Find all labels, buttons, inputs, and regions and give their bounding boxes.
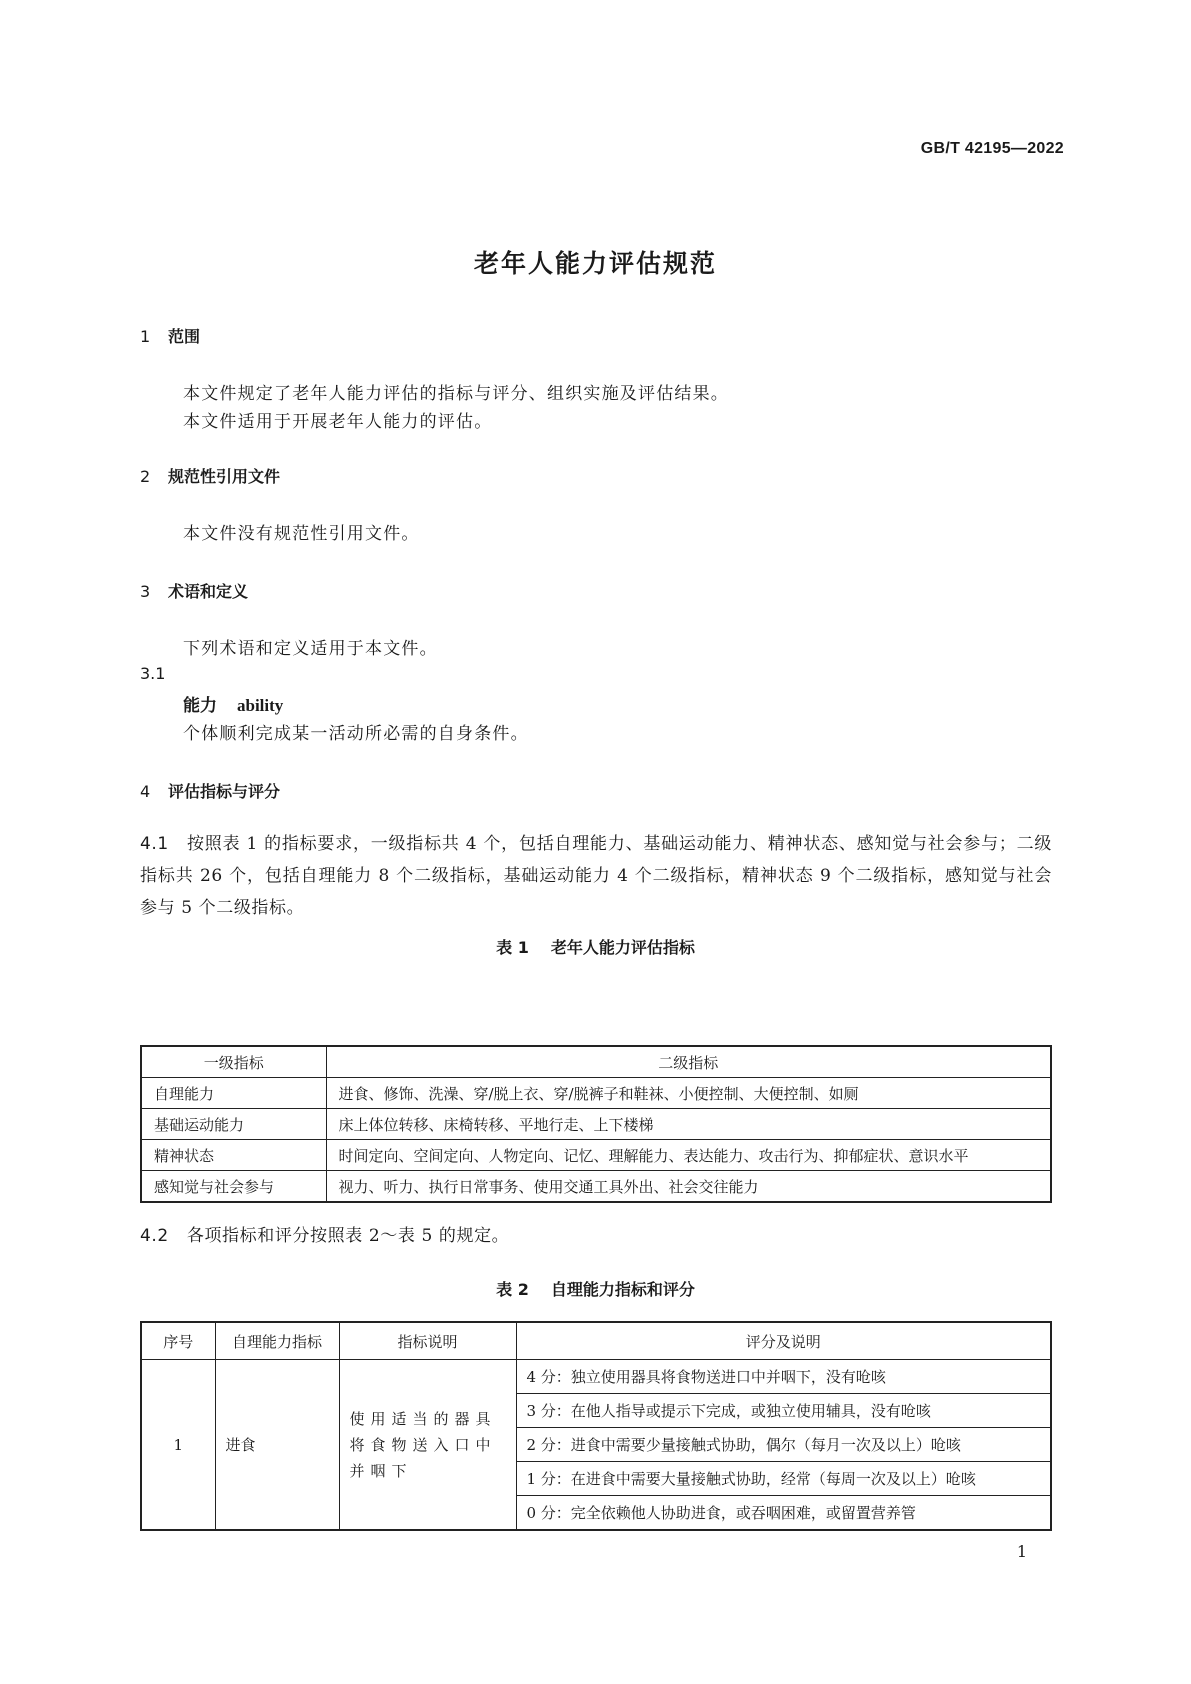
table-title: 老年人能力评估指标 xyxy=(550,938,695,957)
table-1 xyxy=(140,1045,1052,1203)
term-number: 3.1 xyxy=(140,664,166,683)
table-1-caption xyxy=(0,935,1191,958)
section-number: 3 xyxy=(140,582,151,601)
column-header: 一级指标 xyxy=(141,1046,326,1078)
table-header-row xyxy=(141,1322,1051,1360)
table-cell: 精神状态 xyxy=(141,1140,326,1171)
term-entry xyxy=(183,691,283,716)
column-header: 二级指标 xyxy=(326,1046,1051,1078)
table-header-row xyxy=(141,1046,1051,1078)
section-3-heading xyxy=(140,579,248,602)
term-chinese: 能力 xyxy=(183,696,217,716)
paragraph: 本文件没有规范性引用文件。 xyxy=(183,524,420,544)
table-cell: 感知觉与社会参与 xyxy=(141,1171,326,1203)
paragraph: 本文件规定了老年人能力评估的指标与评分、组织实施及评估结果。 xyxy=(183,384,729,404)
table-row xyxy=(141,1171,1051,1203)
table-row xyxy=(141,1360,1051,1394)
indicator-description: 使用适当的器具将食物送入口中并咽下 xyxy=(339,1360,516,1531)
row-index: 1 xyxy=(141,1360,215,1531)
table-cell: 基础运动能力 xyxy=(141,1109,326,1140)
page-number: 1 xyxy=(1016,1542,1027,1561)
section-title: 术语和定义 xyxy=(168,582,249,601)
clause-number: 4.1 xyxy=(140,834,169,854)
table-title: 自理能力指标和评分 xyxy=(550,1280,695,1299)
section-title: 范围 xyxy=(168,327,201,346)
table-cell: 视力、听力、执行日常事务、使用交通工具外出、社会交往能力 xyxy=(326,1171,1051,1203)
table-2-caption xyxy=(0,1277,1191,1300)
section-number: 1 xyxy=(140,327,151,346)
column-header: 序号 xyxy=(141,1322,215,1360)
section-2-heading xyxy=(140,464,280,487)
table-row xyxy=(141,1140,1051,1171)
score-description: 4 分：独立使用器具将食物送进口中并咽下，没有呛咳 xyxy=(516,1360,1051,1394)
section-number: 4 xyxy=(140,782,151,801)
clause-number: 4.2 xyxy=(140,1226,169,1246)
column-header: 评分及说明 xyxy=(516,1322,1051,1360)
clause-text: 按照表 1 的指标要求，一级指标共 4 个，包括自理能力、基础运动能力、精神状态、感知觉与社会参与；二级指标共 26 个，包括自理能力 8 个二级指标，基础运动能力 4 个二级指标，精神状态 9 个二级指标，感知觉与社会参与 5 个二级指标。 xyxy=(140,834,1052,918)
clause-4-2 xyxy=(140,1220,1052,1252)
column-header: 自理能力指标 xyxy=(215,1322,339,1360)
table-number: 表 2 xyxy=(496,1280,529,1299)
term-definition: 个体顺利完成某一活动所必需的自身条件。 xyxy=(183,724,529,744)
paragraph: 本文件适用于开展老年人能力的评估。 xyxy=(183,412,493,432)
clause-4-1 xyxy=(140,828,1052,924)
standard-number: GB/T 42195—2022 xyxy=(920,140,1064,157)
section-1-heading xyxy=(140,324,200,347)
section-4-heading xyxy=(140,779,280,802)
column-header: 指标说明 xyxy=(339,1322,516,1360)
indicator-name: 进食 xyxy=(215,1360,339,1531)
table-row xyxy=(141,1109,1051,1140)
term-english: ability xyxy=(237,696,284,715)
table-2 xyxy=(140,1321,1052,1531)
table-cell: 时间定向、空间定向、人物定向、记忆、理解能力、表达能力、攻击行为、抑郁症状、意识水平 xyxy=(326,1140,1051,1171)
table-number: 表 1 xyxy=(496,938,529,957)
clause-text: 各项指标和评分按照表 2～表 5 的规定。 xyxy=(186,1226,510,1246)
table-cell: 床上体位转移、床椅转移、平地行走、上下楼梯 xyxy=(326,1109,1051,1140)
table-cell: 进食、修饰、洗澡、穿/脱上衣、穿/脱裤子和鞋袜、小便控制、大便控制、如厕 xyxy=(326,1078,1051,1109)
section-title: 评估指标与评分 xyxy=(168,782,281,801)
section-title: 规范性引用文件 xyxy=(168,467,281,486)
score-description: 3 分：在他人指导或提示下完成，或独立使用辅具，没有呛咳 xyxy=(516,1394,1051,1428)
score-description: 1 分：在进食中需要大量接触式协助，经常（每周一次及以上）呛咳 xyxy=(516,1462,1051,1496)
score-description: 0 分：完全依赖他人协助进食，或吞咽困难，或留置营养管 xyxy=(516,1496,1051,1531)
paragraph: 下列术语和定义适用于本文件。 xyxy=(183,639,438,659)
table-cell: 自理能力 xyxy=(141,1078,326,1109)
document-title: 老年人能力评估规范 xyxy=(473,249,717,278)
table-row xyxy=(141,1078,1051,1109)
section-number: 2 xyxy=(140,467,151,486)
score-description: 2 分：进食中需要少量接触式协助，偶尔（每月一次及以上）呛咳 xyxy=(516,1428,1051,1462)
